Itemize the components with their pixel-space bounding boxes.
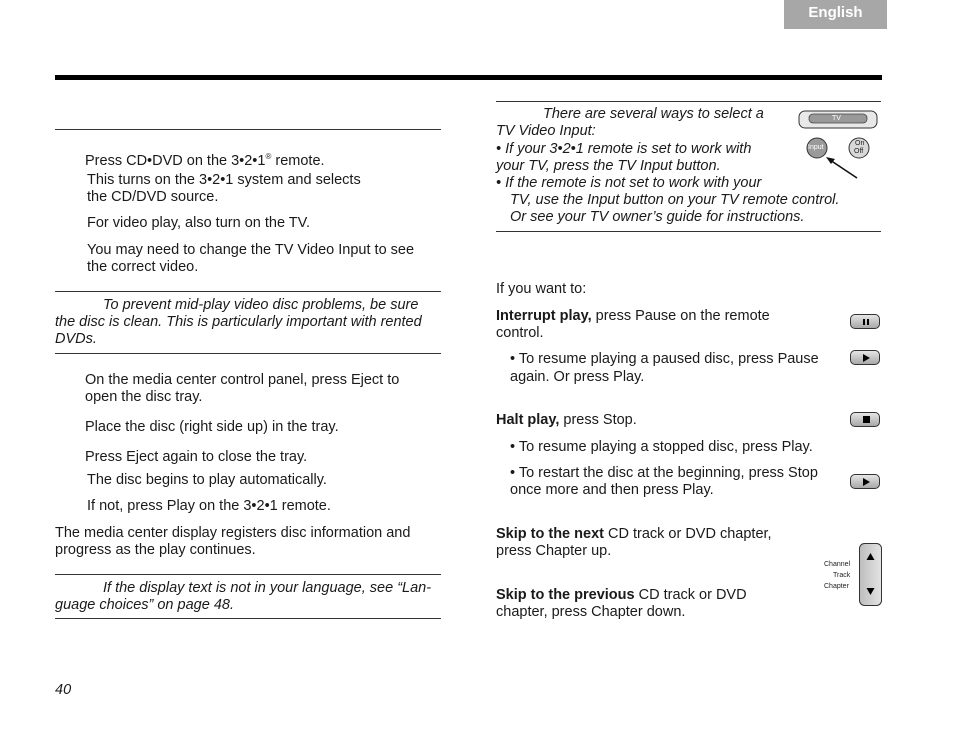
step-input-line: the correct video. [87, 259, 199, 275]
step-eject: On the media center control panel, press Eject to [85, 372, 400, 388]
step-input-line: You may need to change the TV Video Input to see [87, 242, 415, 258]
page-number: 40 [55, 682, 72, 698]
resume-pause-bullet: again. Or press Play. [510, 369, 645, 385]
stop-icon [850, 412, 880, 427]
note-text: the disc is clean. This is particularly important with rented [55, 314, 422, 330]
interrupt-play: Interrupt play, press Pause on the remote [496, 308, 770, 324]
restart-bullet: • To restart the disc at the beginning, press Stop [510, 465, 818, 481]
note-rule-top [55, 574, 441, 575]
step-place-disc: Place the disc (right side up) in the tray. [85, 419, 339, 435]
tip-text: TV Video Input: [496, 123, 596, 139]
step-close-tray: Press Eject again to close the tray. [85, 449, 308, 465]
display-paragraph: progress as the play continues. [55, 542, 256, 558]
pause-icon [850, 314, 880, 329]
chapter-label: Channel [824, 561, 851, 568]
chapter-label: Chapter [824, 583, 849, 590]
tip-bullet: Or see your TV owner’s guide for instructions. [510, 209, 805, 225]
note-text: To prevent mid-play video disc problems, be sure [103, 297, 419, 313]
tip-rule-top [496, 101, 881, 102]
step-if-not: If not, press Play on the 3•2•1 remote. [87, 498, 331, 514]
intro-text: If you want to: [496, 281, 587, 297]
section-rule [55, 129, 441, 130]
note-text: guage choices” on page 48. [55, 597, 234, 613]
top-divider [55, 75, 882, 80]
step-auto-play: The disc begins to play automatically. [87, 472, 327, 488]
play-icon [850, 474, 880, 489]
input-label: Input [808, 144, 824, 151]
note-rule-bottom [55, 618, 441, 619]
tip-bullet: • If your 3•2•1 remote is set to work with [496, 141, 752, 157]
resume-pause-bullet: • To resume playing a paused disc, press Pause [510, 351, 819, 367]
tip-bullet: • If the remote is not set to work with your [496, 175, 762, 191]
tip-rule-bottom [496, 231, 881, 232]
language-tab: English [784, 0, 887, 29]
note-rule-bottom [55, 353, 441, 354]
chapter-rocker-icon [859, 543, 882, 606]
note-text: If the display text is not in your language, see “Lan- [103, 580, 432, 596]
skip-next: press Chapter up. [496, 543, 612, 559]
onoff-label: Off [854, 148, 864, 155]
resume-stop-bullet: • To resume playing a stopped disc, press Play. [510, 439, 813, 455]
interrupt-play: control. [496, 325, 544, 341]
tv-label: TV [832, 115, 841, 122]
halt-play: Halt play, press Stop. [496, 412, 637, 428]
step-video-line: For video play, also turn on the TV. [87, 215, 311, 231]
step-eject: open the disc tray. [85, 389, 203, 405]
skip-next: Skip to the next CD track or DVD chapter, [496, 526, 772, 542]
step-press-cd-dvd: Press CD•DVD on the 3•2•1® remote. [85, 152, 325, 169]
step-result-line: the CD/DVD source. [87, 189, 219, 205]
restart-bullet: once more and then press Play. [510, 482, 714, 498]
note-text: DVDs. [55, 331, 97, 347]
step-result-line: This turns on the 3•2•1 system and selects [87, 172, 361, 188]
onoff-label: On [855, 140, 865, 147]
note-rule-top [55, 291, 441, 292]
chapter-label: Track [833, 572, 851, 579]
remote-illustration [797, 110, 881, 182]
play-icon [850, 350, 880, 365]
tip-bullet: TV, use the Input button on your TV remote control. [510, 192, 840, 208]
skip-previous: Skip to the previous CD track or DVD [496, 587, 747, 603]
tip-text: There are several ways to select a [543, 106, 764, 122]
skip-previous: chapter, press Chapter down. [496, 604, 686, 620]
display-paragraph: The media center display registers disc information and [55, 525, 411, 541]
tip-bullet: your TV, press the TV Input button. [496, 158, 721, 174]
